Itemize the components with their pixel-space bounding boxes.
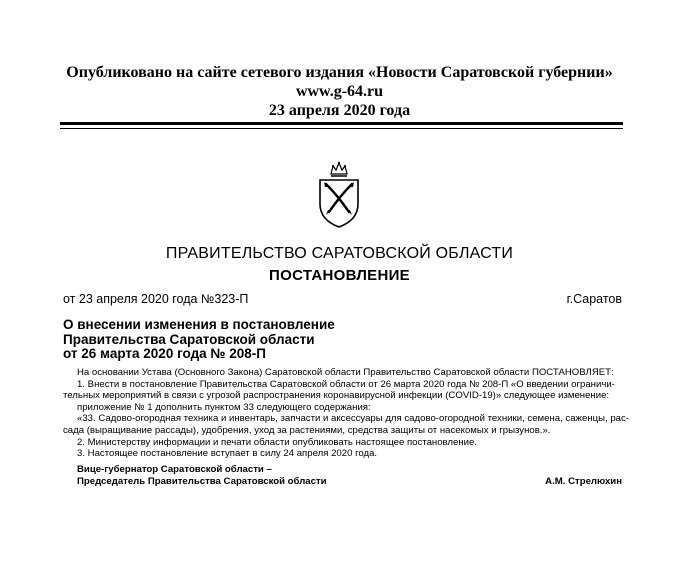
header-rule-thin [60, 128, 623, 129]
document-type: ПОСТАНОВЛЕНИЕ [269, 267, 410, 284]
signatory-name: А.М. Стрелюхин [545, 475, 622, 487]
decree-city: г.Саратов [566, 292, 622, 306]
body-paragraph-continuation: тельных мероприятий в связи с угрозой распространения коронавирусной инфекции (COVID-19)» следующее изменение: [63, 390, 610, 402]
body-paragraph: 3. Настоящее постановление вступает в силу 24 апреля 2020 года. [77, 448, 378, 460]
decree-date-number: от 23 апреля 2020 года №323-П [63, 292, 249, 306]
body-paragraph: На основании Устава (Основного Закона) Саратовской области Правительство Саратовской области ПОСТАНОВЛЯЕТ: [77, 367, 614, 378]
body-paragraph: «33. Садово-огородная техника и инвентарь, запчасти и аксессуары для садово-огородной техники, семена, саженцы, рас- [77, 413, 629, 425]
publication-website: www.g-64.ru [295, 83, 384, 100]
title-line: Правительства Саратовской области [63, 331, 315, 347]
publication-date: 23 апреля 2020 года [268, 102, 411, 119]
body-paragraph-continuation: сада (выращивание рассады), удобрения, уход за растениями, средства защиты от насекомых и грызунов.». [63, 424, 551, 436]
title-line: от 26 марта 2020 года № 208-П [63, 346, 266, 361]
signatory-position-line: Председатель Правительства Саратовской области [77, 475, 327, 487]
signatory-position [77, 464, 327, 487]
header-rule-thick [60, 122, 623, 125]
government-name: ПРАВИТЕЛЬСТВО САРАТОВСКОЙ ОБЛАСТИ [165, 245, 514, 262]
body-paragraph: приложение № 1 дополнить пунктом 33 следующего содержания: [77, 401, 371, 413]
signatory-position-line: Вице-губернатор Саратовской области – [77, 464, 272, 475]
publication-notice-line: Опубликовано на сайте сетевого издания «Новости Саратовской губернии» [66, 64, 613, 81]
body-paragraph: 2. Министерству информации и печати области опубликовать настоящее постановление. [77, 436, 478, 448]
decree-title [63, 318, 335, 362]
decree-body [63, 367, 629, 460]
body-paragraph: 1. Внести в постановление Правительства Саратовской области от 26 марта 2020 года № 208-П «О введении ограничи- [77, 378, 615, 390]
saratov-coat-of-arms-icon [316, 160, 362, 230]
title-line: О внесении изменения в постановление [63, 317, 335, 332]
